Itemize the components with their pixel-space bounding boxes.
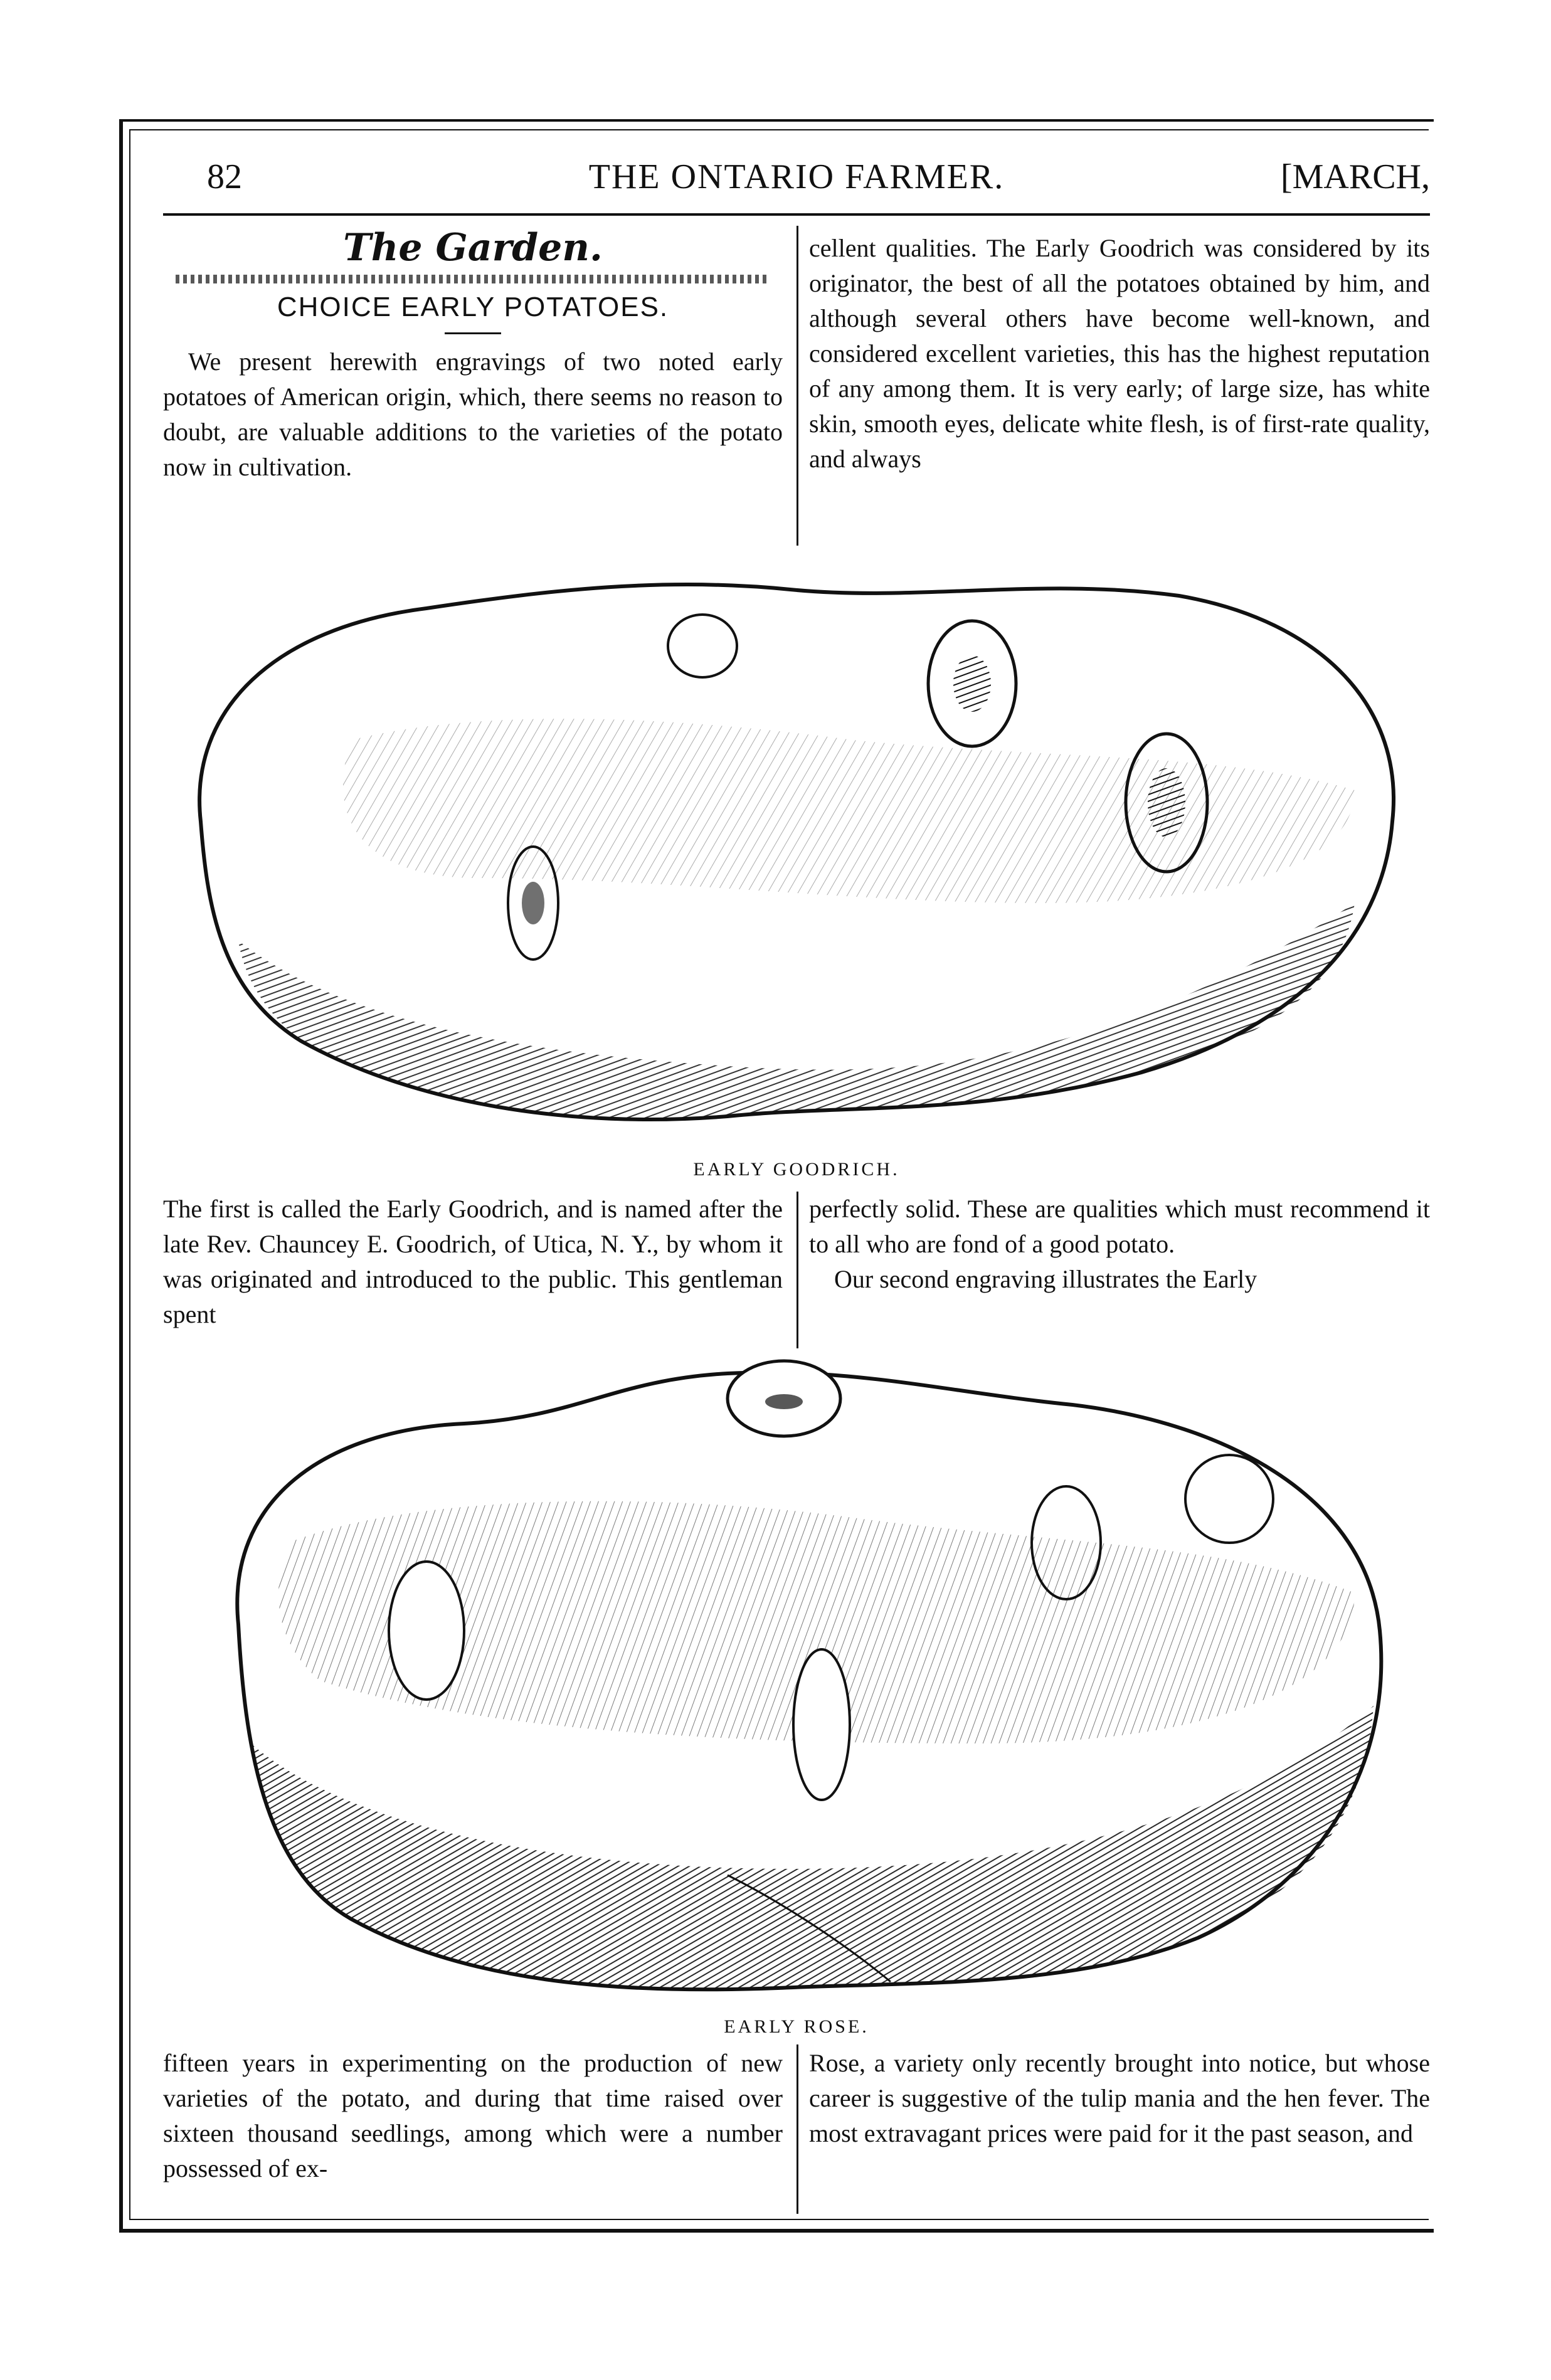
right-column-middle [809, 1192, 1430, 1297]
left-column-top [163, 226, 783, 485]
ornamental-rule [176, 275, 770, 283]
section-month: [MARCH, [1280, 157, 1430, 196]
right-paragraph-top: cellent qualities. The Early Goodrich was considered by its originator, the best of all the potatoes obtained by him, and although several others have become well-known, and considered excellent varieties, this has the highest reputation of any among them. It is very early; of large size, has white skin, smooth eyes, delicate white flesh, is of first-rate quality, and always [809, 234, 1430, 473]
column-rule-middle [797, 1192, 798, 1348]
page-header [163, 157, 1430, 207]
right-column-bottom [809, 2046, 1430, 2151]
figure-caption-early-rose: EARLY ROSE. [724, 2016, 869, 2037]
right-paragraph-bottom: Rose, a variety only recently brought into notice, but whose career is suggestive of the tulip mania and the hen fever. The most extravagant prices were paid for it the past season, and [809, 2049, 1430, 2147]
figure-caption-early-goodrich: EARLY GOODRICH. [693, 1159, 900, 1180]
section-heading: The Garden. [343, 226, 603, 270]
column-rule-bottom [797, 2044, 798, 2214]
intro-paragraph: We present herewith engravings of two noted early potatoes of American origin, which, there seems no reason to doubt, are valuable additions to the varieties of the potato now in cultivation. [163, 347, 783, 481]
left-column-middle [163, 1192, 783, 1332]
article-title: CHOICE EARLY POTATOES. [277, 292, 669, 322]
right-column-top [809, 231, 1430, 477]
short-rule [445, 332, 501, 334]
left-paragraph-middle: The first is called the Early Goodrich, and is named after the late Rev. Chauncey E. Goodrich, of Utica, N. Y., by whom it was originated and introduced to the public. This gentleman spent [163, 1195, 783, 1328]
header-rule [163, 213, 1430, 216]
page-number: 82 [207, 157, 242, 196]
column-rule-top [797, 226, 798, 546]
right-paragraph-middle-2: Our second engraving illustrates the Early [834, 1265, 1257, 1293]
left-paragraph-bottom: fifteen years in experimenting on the production of new varieties of the potato, and during that time raised over sixteen thousand seedlings, among which were a number possessed of ex- [163, 2049, 783, 2182]
right-paragraph-middle-1: perfectly solid. These are qualities which must recommend it to all who are fond of a good potato. [809, 1195, 1430, 1258]
early-rose-engraving [163, 1355, 1430, 2007]
early-goodrich-engraving [163, 552, 1430, 1148]
running-title: THE ONTARIO FARMER. [588, 157, 1005, 196]
left-column-bottom [163, 2046, 783, 2186]
